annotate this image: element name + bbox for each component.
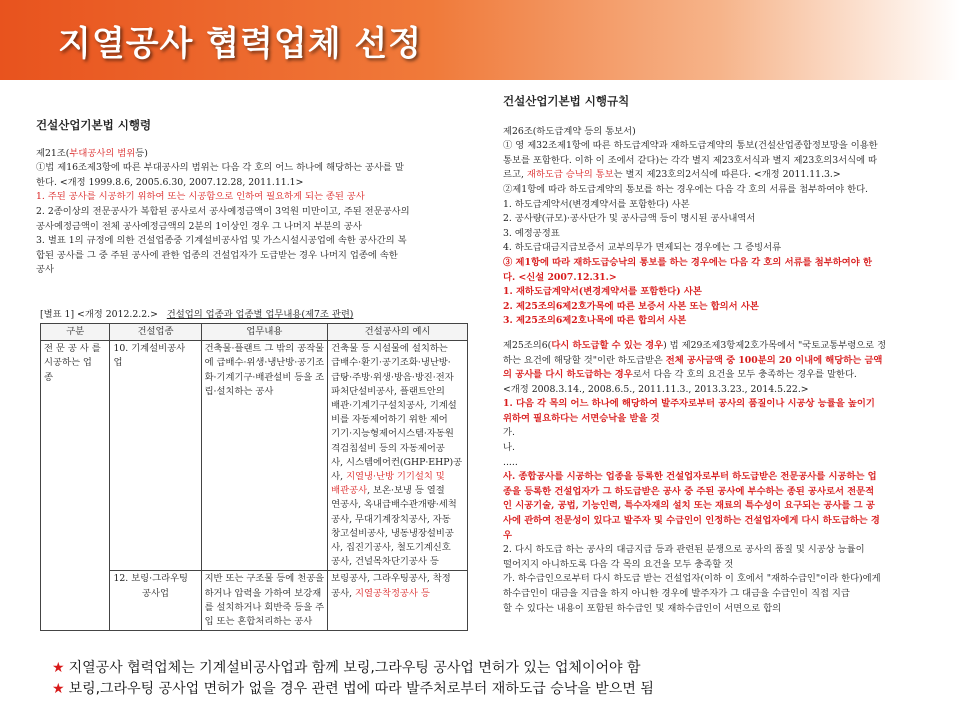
article-line: 떨어지지 아니하도록 다음 각 목의 요건을 모두 충족할 것 <box>503 558 734 570</box>
red-block-line: 종을 등록한 건설업자가 그 하도급받은 공사 중 주된 공사에 부수하는 종된 공사로서 전문적 <box>503 485 875 497</box>
article-line: 공사예정금액이 전체 공사예정금액의 2분의 1이상인 경우 그 나머지 부분의 공사 <box>36 220 362 232</box>
article-line: 통보를 포함한다. 이하 이 조에서 같다)는 각각 별지 제23호서식과 별지 제23호의3서식에 따 <box>503 154 878 166</box>
article-21-heading: 제21조(부대공사의 범위등) <box>36 147 148 159</box>
right-document <box>503 94 941 616</box>
red-block-line: 사. 종합공사를 시공하는 업종을 등록한 건설업자로부터 하도급받은 전문공사를 시공하는 업 <box>503 471 877 483</box>
article-line: ①법 제16조제3항에 따른 부대공사의 범위는 다음 각 호의 어느 하나에 해당하는 공사를 말 <box>36 162 404 174</box>
red-block-line: 위하여 필요하다는 서면승낙을 받을 것 <box>503 412 660 424</box>
red-block-line: 사에 관하여 전문성이 있다고 발주자 및 수급인이 인정하는 건설업자에게 다시 하도급하는 경 <box>503 515 880 527</box>
table-header: 건설공사의 예시 <box>328 324 468 341</box>
article-line: 하수급인이 대금을 지급을 하지 아니한 경우에 발주자가 그 대금을 수급인이 직접 지급 <box>503 588 850 599</box>
article-line: 의 공사를 다시 하도급하는 경우로서 다음 각 호의 요건을 모두 충족하는 경우를 말한다. <box>503 369 857 381</box>
article-line: ②제1항에 따라 하도급계약의 통보를 하는 경우에는 다음 각 호의 서류를 첨부하여야 한다. <box>503 183 869 195</box>
article-line: 2. 공사량(규모)·공사단가 및 공사금액 등이 명시된 공사내역서 <box>503 213 756 225</box>
sub-item: ..... <box>503 456 518 468</box>
red-block-line: 2. 제25조의6제2호가목에 따른 보증서 사본 또는 합의서 사본 <box>503 300 759 312</box>
left-doc-title: 건설산업기본법 시행령 <box>36 118 152 132</box>
article-line: 할 수 있다는 내용이 포함된 하수급인 및 재하수급인이 서면으로 합의 <box>503 602 782 614</box>
article-line: 한다. <개정 1999.8.6, 2005.6.30, 2007.12.28, 2011.11.1> <box>36 176 304 188</box>
work-cell: 지반 또는 구조물 등에 천공을 하거나 압력을 가하여 보강재 를 설치하거나 회반죽 등을 주 입 또는 혼합처리하는 공사 <box>201 571 328 631</box>
work-cell: 건축물·플랜트 그 밖의 공작물 에 급배수·위생·냉난방·공기조 화·기계기구·배관설비 등을 조 립·설치하는 공사 <box>201 341 328 571</box>
examples-cell: 건축물 등 시설물에 설치하는 급배수·환기·공기조화·냉난방· 급탕·주방·위생·방음·방진·전자 파처단설비공사, 플랜트안의 배관·기계기구설치공사, 기계설 비를 자동제어하기 위한 제어 기기·지능형제어시스템·자동원 격검침설비 등의 자동제어공 사, 시스템에어컨(GHP·EHP)공 사, 지열냉·난방 기기설치 및 배관공사, 보온·보냉 등 열절 연공사, 옥내급배수관개량·세척 공사, 무대기계장치공사, 자동 창고설비공사, 냉동냉장설비공 사, 집진기공사, 철도기계신호 공사, 건널목차단기공사 등 <box>328 341 468 571</box>
category-cell: 전 문 공 사 를 시공하는 업 종 <box>41 341 110 631</box>
table-row <box>41 341 468 571</box>
table-header: 업무내용 <box>201 324 328 341</box>
article-line: 공사 <box>36 264 54 276</box>
article-line: 3. 별표 1의 규정에 의한 건설업종중 기계설비공사업 및 가스시설시공업에 속한 공사간의 복 <box>36 235 407 247</box>
article-line: 2. 2종이상의 전문공사가 복합된 공사로서 공사예정금액이 3억원 미만이고, 주된 전문공사의 <box>36 205 410 217</box>
star-icon: ★ <box>52 681 65 697</box>
appendix-caption: [별표 1] <개정 2012.2.2.> 건설업의 업종과 업종별 업무내용(제7조 관련) <box>40 309 354 320</box>
article-line: 르고, 재하도급 승낙의 통보는 별지 제23호의2서식에 따른다. <개정 2011.11.3.> <box>503 169 841 181</box>
resubcontract-notice-highlight: 재하도급 승낙의 통보 <box>526 169 614 181</box>
article-line: <개정 2008.3.14., 2008.6.5., 2011.11.3., 2013.3.23., 2014.5.22.> <box>503 383 809 395</box>
title-bar <box>0 0 960 80</box>
red-block-line: ③ 제1항에 따라 재하도급승낙의 통보를 하는 경우에는 다음 각 호의 서류를 첨부하여야 한 <box>503 256 872 268</box>
left-document <box>36 118 466 278</box>
article-25-6-heading: 제25조의6(다시 하도급할 수 있는 경우) 법 제29조제3항제2호가목에서 "국토교통부령으로 정 <box>503 339 887 351</box>
slide-title: 지열공사 협력업체 선정 <box>58 24 423 64</box>
geothermal-highlight: 지열냉·난방 기기설치 및 <box>346 471 445 483</box>
table-header: 구분 <box>41 324 110 341</box>
summary-note: ★ 보링,그라우팅 공사업 면허가 없을 경우 관련 법에 따라 발주처로부터 재하도급 승낙을 받으면 됨 <box>52 679 952 700</box>
article-line: 1. 하도급계약서(변경계약서를 포함한다) 사본 <box>503 198 690 210</box>
table-header-row <box>41 324 468 341</box>
article-item-1: 1. 주된 공사를 시공하기 위하여 또는 시공함으로 인하여 필요하게 되는 종된 공사 <box>36 191 365 203</box>
red-block-line: 1. 다음 각 목의 어느 하나에 해당하여 발주자로부터 공사의 품질이나 시공상 능률을 높이기 <box>503 398 875 410</box>
sub-item: 나. <box>503 442 515 454</box>
examples-cell: 보링공사, 그라우팅공사, 착정 공사, 지열공착정공사 등 <box>328 571 468 631</box>
article-26-heading: 제26조(하도급계약 등의 통보서) <box>503 125 636 137</box>
sub-item: 가. <box>503 427 515 439</box>
article-line: 3. 예정공정표 <box>503 227 560 239</box>
table-header: 건설업종 <box>110 324 201 341</box>
industry-cell: 12. 보링·그라우팅 공사업 <box>110 571 201 631</box>
appendix-table <box>40 323 468 631</box>
article-21-name: 부대공사의 범위 <box>69 147 136 159</box>
red-block-line: 다. <신설 2007.12.31.> <box>503 271 617 283</box>
article-line: 4. 하도급대금지급보증서 교부의무가 면제되는 경우에는 그 증빙서류 <box>503 242 782 254</box>
article-line: 하는 요건에 해당할 것"이란 하도급받은 전체 공사금액 중 100분의 20 이내에 해당하는 금액 <box>503 354 883 366</box>
red-block-line: 우 <box>503 529 512 541</box>
article-line: 합된 공사를 그 중 주된 공사에 관한 업종의 건설업자가 도급받는 경우 나머지 업종에 속한 <box>36 249 398 261</box>
red-block-line: 1. 재하도급계약서(변경계약서를 포함한다) 사본 <box>503 286 702 298</box>
article-line: 가. 하수급인으로부터 다시 하도급 받는 건설업자(이하 이 호에서 "재하수급인"이라 한다)에게 <box>503 573 881 585</box>
red-block-line: 3. 제25조의6제2호나목에 따른 합의서 사본 <box>503 315 687 327</box>
industry-cell: 10. 기계설비공사 업 <box>110 341 201 571</box>
right-doc-title: 건설산업기본법 시행규칙 <box>503 94 630 108</box>
article-line: ① 영 제32조제1항에 따른 하도급계약과 재하도급계약의 통보(건설산업종합정보망을 이용한 <box>503 140 878 152</box>
article-line: 2. 다시 하도급 하는 공사의 대금지급 등과 관련된 분쟁으로 공사의 품질 및 시공상 능률이 <box>503 544 865 556</box>
geothermal-drilling-highlight: 지열공착정공사 등 <box>355 587 430 599</box>
star-icon: ★ <box>52 660 65 676</box>
summary-note: ★ 지열공사 협력업체는 기계설비공사업과 함께 보링,그라우팅 공사업 면허가 있는 업체이어야 함 <box>52 658 952 679</box>
summary-notes <box>52 658 952 700</box>
red-block-line: 인 시공기술, 공법, 기능인력, 특수자재의 설치 또는 재료의 특수성이 요구되는 공사를 그 공 <box>503 500 875 512</box>
